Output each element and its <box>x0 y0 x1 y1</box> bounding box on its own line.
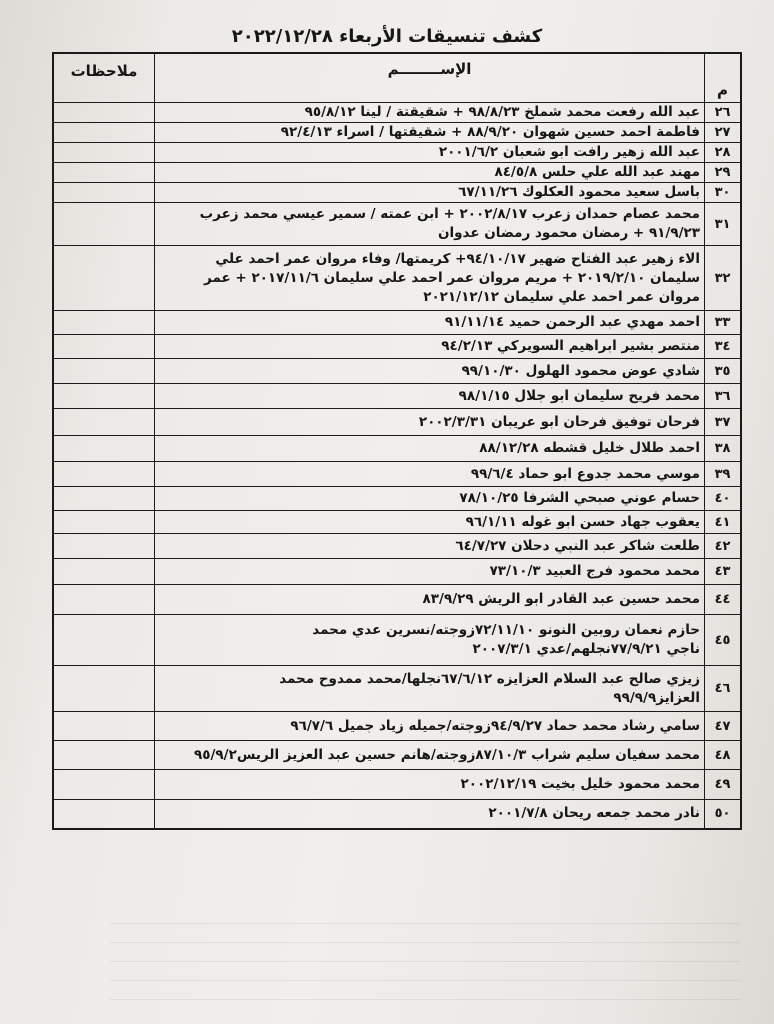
row-number-cell: ٣٨ <box>705 436 742 462</box>
row-notes-cell <box>53 487 155 511</box>
row-notes-cell <box>53 246 155 311</box>
table-row <box>53 559 741 585</box>
row-name-cell: محمد محمود فرج العبيد ٧٣/١٠/٣ <box>155 559 705 585</box>
column-header-name: الإســــــــم <box>155 53 705 103</box>
row-notes-cell <box>53 800 155 829</box>
row-notes-cell <box>53 712 155 741</box>
table-row <box>53 203 741 246</box>
table-row <box>53 585 741 615</box>
row-notes-cell <box>53 335 155 359</box>
table-row <box>53 534 741 559</box>
row-notes-cell <box>53 311 155 335</box>
table-row <box>53 183 741 203</box>
row-notes-cell <box>53 462 155 487</box>
table-row <box>53 163 741 183</box>
table-row <box>53 384 741 409</box>
row-name-cell: احمد طلال خليل قشطه ٨٨/١٢/٢٨ <box>155 436 705 462</box>
row-number-cell: ٤٦ <box>705 666 742 712</box>
row-number-cell: ٣١ <box>705 203 742 246</box>
row-number-cell: ٣٧ <box>705 409 742 436</box>
bleed-through-lines <box>110 905 740 1015</box>
row-name-cell: حسام عوني صبحي الشرفا ٧٨/١٠/٢٥ <box>155 487 705 511</box>
row-name-cell: حازم نعمان روبين النونو ٧٢/١١/١٠زوجته/نسرين عدي محمد ناجي ٧٧/٩/٢١نجلهم/عدي ٢٠٠٧/٣/١ <box>155 615 705 666</box>
table-row <box>53 103 741 123</box>
table-row <box>53 770 741 800</box>
table-row <box>53 462 741 487</box>
table-body <box>53 103 741 829</box>
row-notes-cell <box>53 359 155 384</box>
row-name-cell: محمد فريح سليمان ابو جلال ٩٨/١/١٥ <box>155 384 705 409</box>
table-row <box>53 143 741 163</box>
row-name-cell: عبد الله رفعت محمد شملخ ٩٨/٨/٢٣ + شقيقتة / لينا ٩٥/٨/١٢ <box>155 103 705 123</box>
row-number-cell: ٣٢ <box>705 246 742 311</box>
row-name-cell: مهند عبد الله علي حلس ٨٤/٥/٨ <box>155 163 705 183</box>
row-notes-cell <box>53 103 155 123</box>
row-number-cell: ٤٠ <box>705 487 742 511</box>
row-number-cell: ٣٠ <box>705 183 742 203</box>
row-notes-cell <box>53 436 155 462</box>
table-header-row <box>53 53 741 103</box>
row-number-cell: ٤٣ <box>705 559 742 585</box>
row-notes-cell <box>53 534 155 559</box>
row-number-cell: ٤٨ <box>705 741 742 770</box>
row-number-cell: ٣٣ <box>705 311 742 335</box>
row-notes-cell <box>53 123 155 143</box>
row-name-cell: باسل سعيد محمود العكلوك ٦٧/١١/٢٦ <box>155 183 705 203</box>
row-notes-cell <box>53 384 155 409</box>
row-notes-cell <box>53 615 155 666</box>
row-name-cell: محمد عصام حمدان زعرب ٢٠٠٢/٨/١٧ + ابن عمته / سمير عيسي محمد زعرب ٩١/٩/٢٣ + رمضان محمود رمضان عدوان <box>155 203 705 246</box>
table-row <box>53 666 741 712</box>
table-row <box>53 741 741 770</box>
row-name-cell: فرحان توفيق فرحان ابو عريبان ٢٠٠٢/٣/٣١ <box>155 409 705 436</box>
row-name-cell: الاء زهير عبد الفتاح ضهير ٩٤/١٠/١٧+ كريمتها/ وفاء مروان عمر احمد علي سليمان ٢٠١٩/٢/١٠ + مريم مروان عمر احمد علي سليمان ٢٠١٧/١١/٦ + عمر مروان عمر احمد علي سليمان ٢٠٢١/١٢/١٢ <box>155 246 705 311</box>
row-notes-cell <box>53 143 155 163</box>
row-number-cell: ٥٠ <box>705 800 742 829</box>
row-notes-cell <box>53 163 155 183</box>
row-notes-cell <box>53 559 155 585</box>
row-name-cell: محمد سفيان سليم شراب ٨٧/١٠/٣زوجته/هانم حسين عبد العزيز الريس٩٥/٩/٢ <box>155 741 705 770</box>
column-header-notes: ملاحظات <box>53 53 155 103</box>
row-notes-cell <box>53 183 155 203</box>
row-number-cell: ٣٤ <box>705 335 742 359</box>
table-row <box>53 615 741 666</box>
table-row <box>53 487 741 511</box>
row-notes-cell <box>53 203 155 246</box>
table-row <box>53 123 741 143</box>
row-name-cell: عبد الله زهير رافت ابو شعبان ٢٠٠١/٦/٢ <box>155 143 705 163</box>
row-number-cell: ٤٧ <box>705 712 742 741</box>
row-number-cell: ٢٧ <box>705 123 742 143</box>
row-number-cell: ٣٦ <box>705 384 742 409</box>
row-number-cell: ٤٥ <box>705 615 742 666</box>
row-notes-cell <box>53 511 155 534</box>
row-name-cell: طلعت شاكر عبد النبي دحلان ٦٤/٧/٢٧ <box>155 534 705 559</box>
row-name-cell: موسي محمد جدوع ابو حماد ٩٩/٦/٤ <box>155 462 705 487</box>
row-notes-cell <box>53 741 155 770</box>
row-name-cell: احمد مهدي عبد الرحمن حميد ٩١/١١/١٤ <box>155 311 705 335</box>
row-name-cell: نادر محمد جمعه ريحان ٢٠٠١/٧/٨ <box>155 800 705 829</box>
row-name-cell: شادي عوض محمود الهلول ٩٩/١٠/٣٠ <box>155 359 705 384</box>
table-row <box>53 409 741 436</box>
row-notes-cell <box>53 666 155 712</box>
row-name-cell: محمد حسين عبد القادر ابو الريش ٨٣/٩/٢٩ <box>155 585 705 615</box>
names-table <box>52 52 742 830</box>
row-number-cell: ٢٨ <box>705 143 742 163</box>
row-notes-cell <box>53 770 155 800</box>
row-name-cell: زيزي صالح عبد السلام العزايزه ٦٧/٦/١٢نجلها/محمد ممدوح محمد العزايز٩٩/٩/٩ <box>155 666 705 712</box>
row-number-cell: ٣٩ <box>705 462 742 487</box>
row-number-cell: ٤٢ <box>705 534 742 559</box>
table-row <box>53 800 741 829</box>
row-number-cell: ٢٦ <box>705 103 742 123</box>
document-title: كشف تنسيقات الأربعاء ٢٠٢٢/١٢/٢٨ <box>231 26 543 47</box>
row-notes-cell <box>53 585 155 615</box>
row-name-cell: منتصر بشير ابراهيم السويركي ٩٤/٢/١٣ <box>155 335 705 359</box>
row-number-cell: ٤٤ <box>705 585 742 615</box>
row-number-cell: ٢٩ <box>705 163 742 183</box>
row-number-cell: ٤٩ <box>705 770 742 800</box>
table-row <box>53 335 741 359</box>
table-row <box>53 511 741 534</box>
table-row <box>53 359 741 384</box>
row-number-cell: ٤١ <box>705 511 742 534</box>
row-notes-cell <box>53 409 155 436</box>
column-header-number: م <box>705 53 742 103</box>
table-row <box>53 712 741 741</box>
row-number-cell: ٣٥ <box>705 359 742 384</box>
table-row <box>53 436 741 462</box>
row-name-cell: يعقوب جهاد حسن ابو غوله ٩٦/١/١١ <box>155 511 705 534</box>
row-name-cell: سامي رشاد محمد حماد ٩٤/٩/٢٧زوجته/جميله زياد جميل ٩٦/٧/٦ <box>155 712 705 741</box>
table-row <box>53 246 741 311</box>
row-name-cell: فاطمة احمد حسين شهوان ٨٨/٩/٢٠ + شقيقتها / اسراء ٩٢/٤/١٣ <box>155 123 705 143</box>
table-row <box>53 311 741 335</box>
row-name-cell: محمد محمود خليل بخيت ٢٠٠٢/١٢/١٩ <box>155 770 705 800</box>
